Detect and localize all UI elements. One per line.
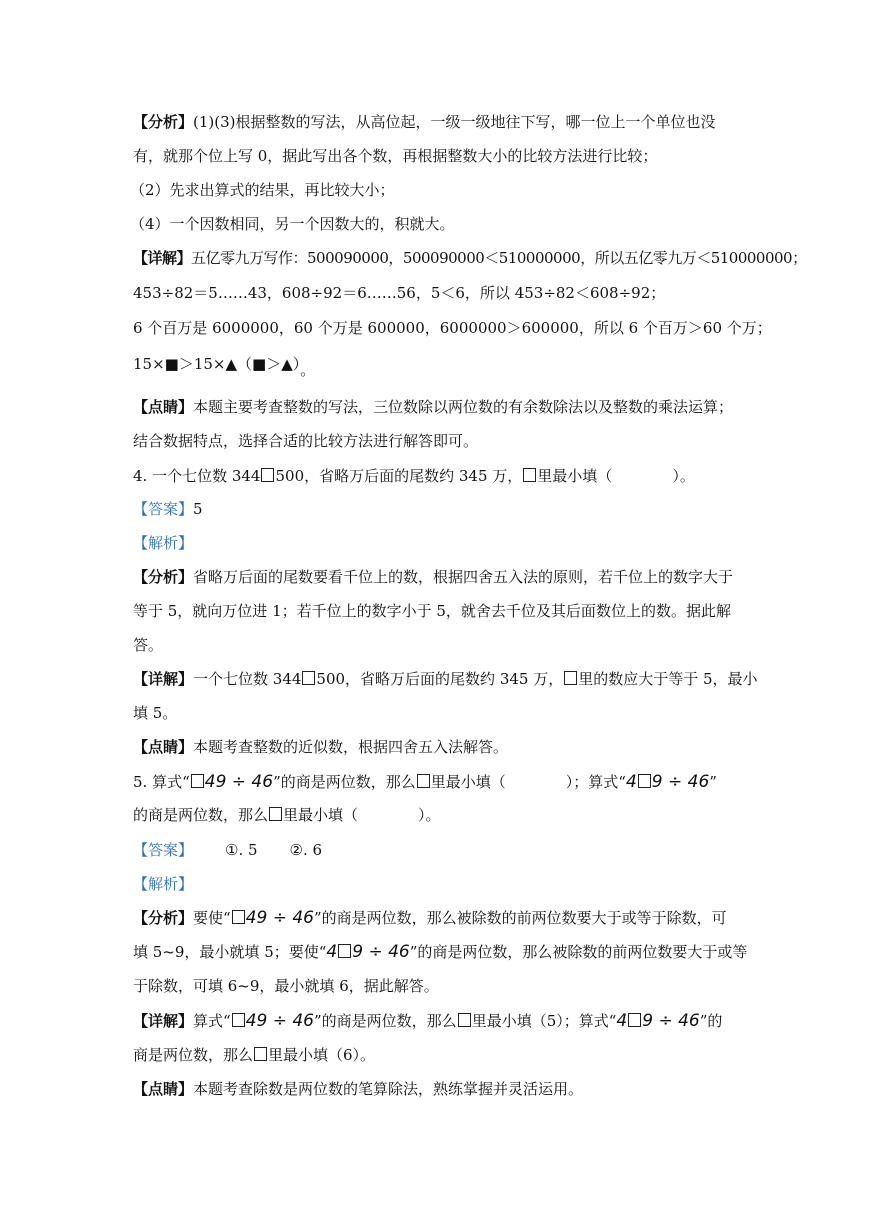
blank-box-icon	[269, 807, 282, 821]
q5-explain-tag: 【解析】	[133, 875, 194, 893]
blank-box-icon	[338, 944, 351, 958]
blank-box-icon	[458, 1013, 471, 1027]
comment-tag: 【点睛】	[133, 1080, 194, 1098]
q3-detail-line-2: 453÷82＝5……43，608÷92＝6……56，5＜6，所以 453÷82＜608÷92；	[133, 284, 666, 302]
blank-box-icon	[628, 1013, 641, 1027]
detail-tag: 【详解】	[133, 670, 194, 688]
q4-explain-tag: 【解析】	[133, 534, 194, 552]
q3-comment-line-2: 结合数据特点，选择合适的比较方法进行解答即可。	[133, 432, 479, 450]
answer-value: 5	[193, 500, 203, 518]
q5-analysis-line-1: 【分析】要使“ 49 ÷ 46”的商是两位数，那么被除数的前两位数要大于或等于除数，可	[133, 908, 727, 928]
q5-comment: 【点睛】本题考查除数是两位数的笔算除法，熟练掌握并灵活运用。	[133, 1080, 584, 1098]
blank-box-icon	[261, 468, 274, 482]
blank-box-icon	[302, 671, 315, 685]
q4-detail-line-2: 填 5。	[133, 704, 178, 722]
answer-tag: 【答案】	[133, 841, 194, 859]
analysis-tag: 【分析】	[133, 113, 194, 131]
q3-analysis-line-4: （4）一个因数相同，另一个因数大的，积就大。	[130, 215, 455, 233]
q3-comment-line-1: 【点睛】本题主要考查整数的写法，三位数除以两位数的有余数除法以及整数的乘法运算；	[133, 398, 734, 416]
q4-analysis-line-3: 答。	[133, 636, 164, 654]
q4-analysis-line-1: 【分析】省略万后面的尾数要看千位上的数，根据四舍五入法的原则，若千位上的数字大于	[133, 568, 734, 586]
answer-value-2: ②. 6	[289, 841, 323, 859]
q5-detail-line-2: 商是两位数，那么 里最小填（6）。	[133, 1046, 376, 1064]
math-expression: 49 ÷ 46	[204, 772, 274, 792]
blank-box-icon	[638, 774, 651, 788]
answer-tag: 【答案】	[133, 500, 194, 518]
q3-analysis-line-1: 【分析】(1)(3)根据整数的写法，从高位起，一级一级地往下写，哪一位上一个单位也没	[133, 113, 716, 131]
answer-value-1: ①. 5	[225, 841, 258, 859]
blank-box-icon	[523, 468, 536, 482]
blank-box-icon	[254, 1047, 267, 1061]
detail-tag: 【详解】	[133, 1012, 194, 1030]
blank-box-icon	[232, 910, 245, 924]
q3-detail-line-4: 15×■＞15×▲（■＞▲）。	[133, 355, 316, 379]
q3-analysis-line-3: （2）先求出算式的结果，再比较大小；	[130, 181, 395, 199]
q4-detail-line-1: 【详解】一个七位数 344 500，省略万后面的尾数约 345 万， 里的数应大于等于 5，最小	[133, 670, 758, 688]
q5-question-line-1: 5. 算式“ 49 ÷ 46”的商是两位数，那么 里最小填（ ）；算式“4 9 ÷ 46”	[133, 772, 717, 792]
analysis-tag: 【分析】	[133, 909, 194, 927]
q5-analysis-line-3: 于除数，可填 6~9，最小就填 6，据此解答。	[133, 977, 439, 995]
comment-tag: 【点睛】	[133, 398, 194, 416]
blank-box-icon	[564, 671, 577, 685]
comment-tag: 【点睛】	[133, 738, 194, 756]
blank-box-icon	[191, 774, 204, 788]
q3-analysis-line-2: 有，就那个位上写 0，据此写出各个数，再根据整数大小的比较方法进行比较；	[133, 147, 658, 165]
q4-answer	[133, 499, 203, 519]
detail-tag: 【详解】	[133, 249, 192, 267]
q3-detail-line-3: 6 个百万是 6000000，60 个万是 600000，6000000＞600000，所以 6 个百万＞60 个万；	[133, 319, 772, 337]
q5-question-line-2: 的商是两位数，那么 里最小填（ ）。	[133, 806, 441, 824]
q4-comment: 【点睛】本题考查整数的近似数，根据四舍五入法解答。	[133, 738, 509, 756]
q3-detail-line-1: 【详解】五亿零九万写作：500090000，500090000＜510000000，所以五亿零九万＜510000000；	[133, 249, 807, 267]
blank-box-icon	[417, 774, 430, 788]
blank-box-icon	[232, 1013, 245, 1027]
analysis-tag: 【分析】	[133, 568, 194, 586]
q5-detail-line-1: 【详解】算式“ 49 ÷ 46”的商是两位数，那么 里最小填（5）；算式“4 9 ÷ 46”的	[133, 1011, 723, 1031]
q4-analysis-line-2: 等于 5，就向万位进 1；若千位上的数字小于 5，就舍去千位及其后面数位上的数。据此解	[133, 602, 731, 620]
q5-analysis-line-2: 填 5~9，最小就填 5；要使“4 9 ÷ 46”的商是两位数，那么被除数的前两位数要大于或等	[133, 942, 748, 962]
q4-question: 4. 一个七位数 344 500，省略万后面的尾数约 345 万， 里最小填（ ）。	[133, 467, 695, 485]
q5-answer	[133, 840, 322, 860]
